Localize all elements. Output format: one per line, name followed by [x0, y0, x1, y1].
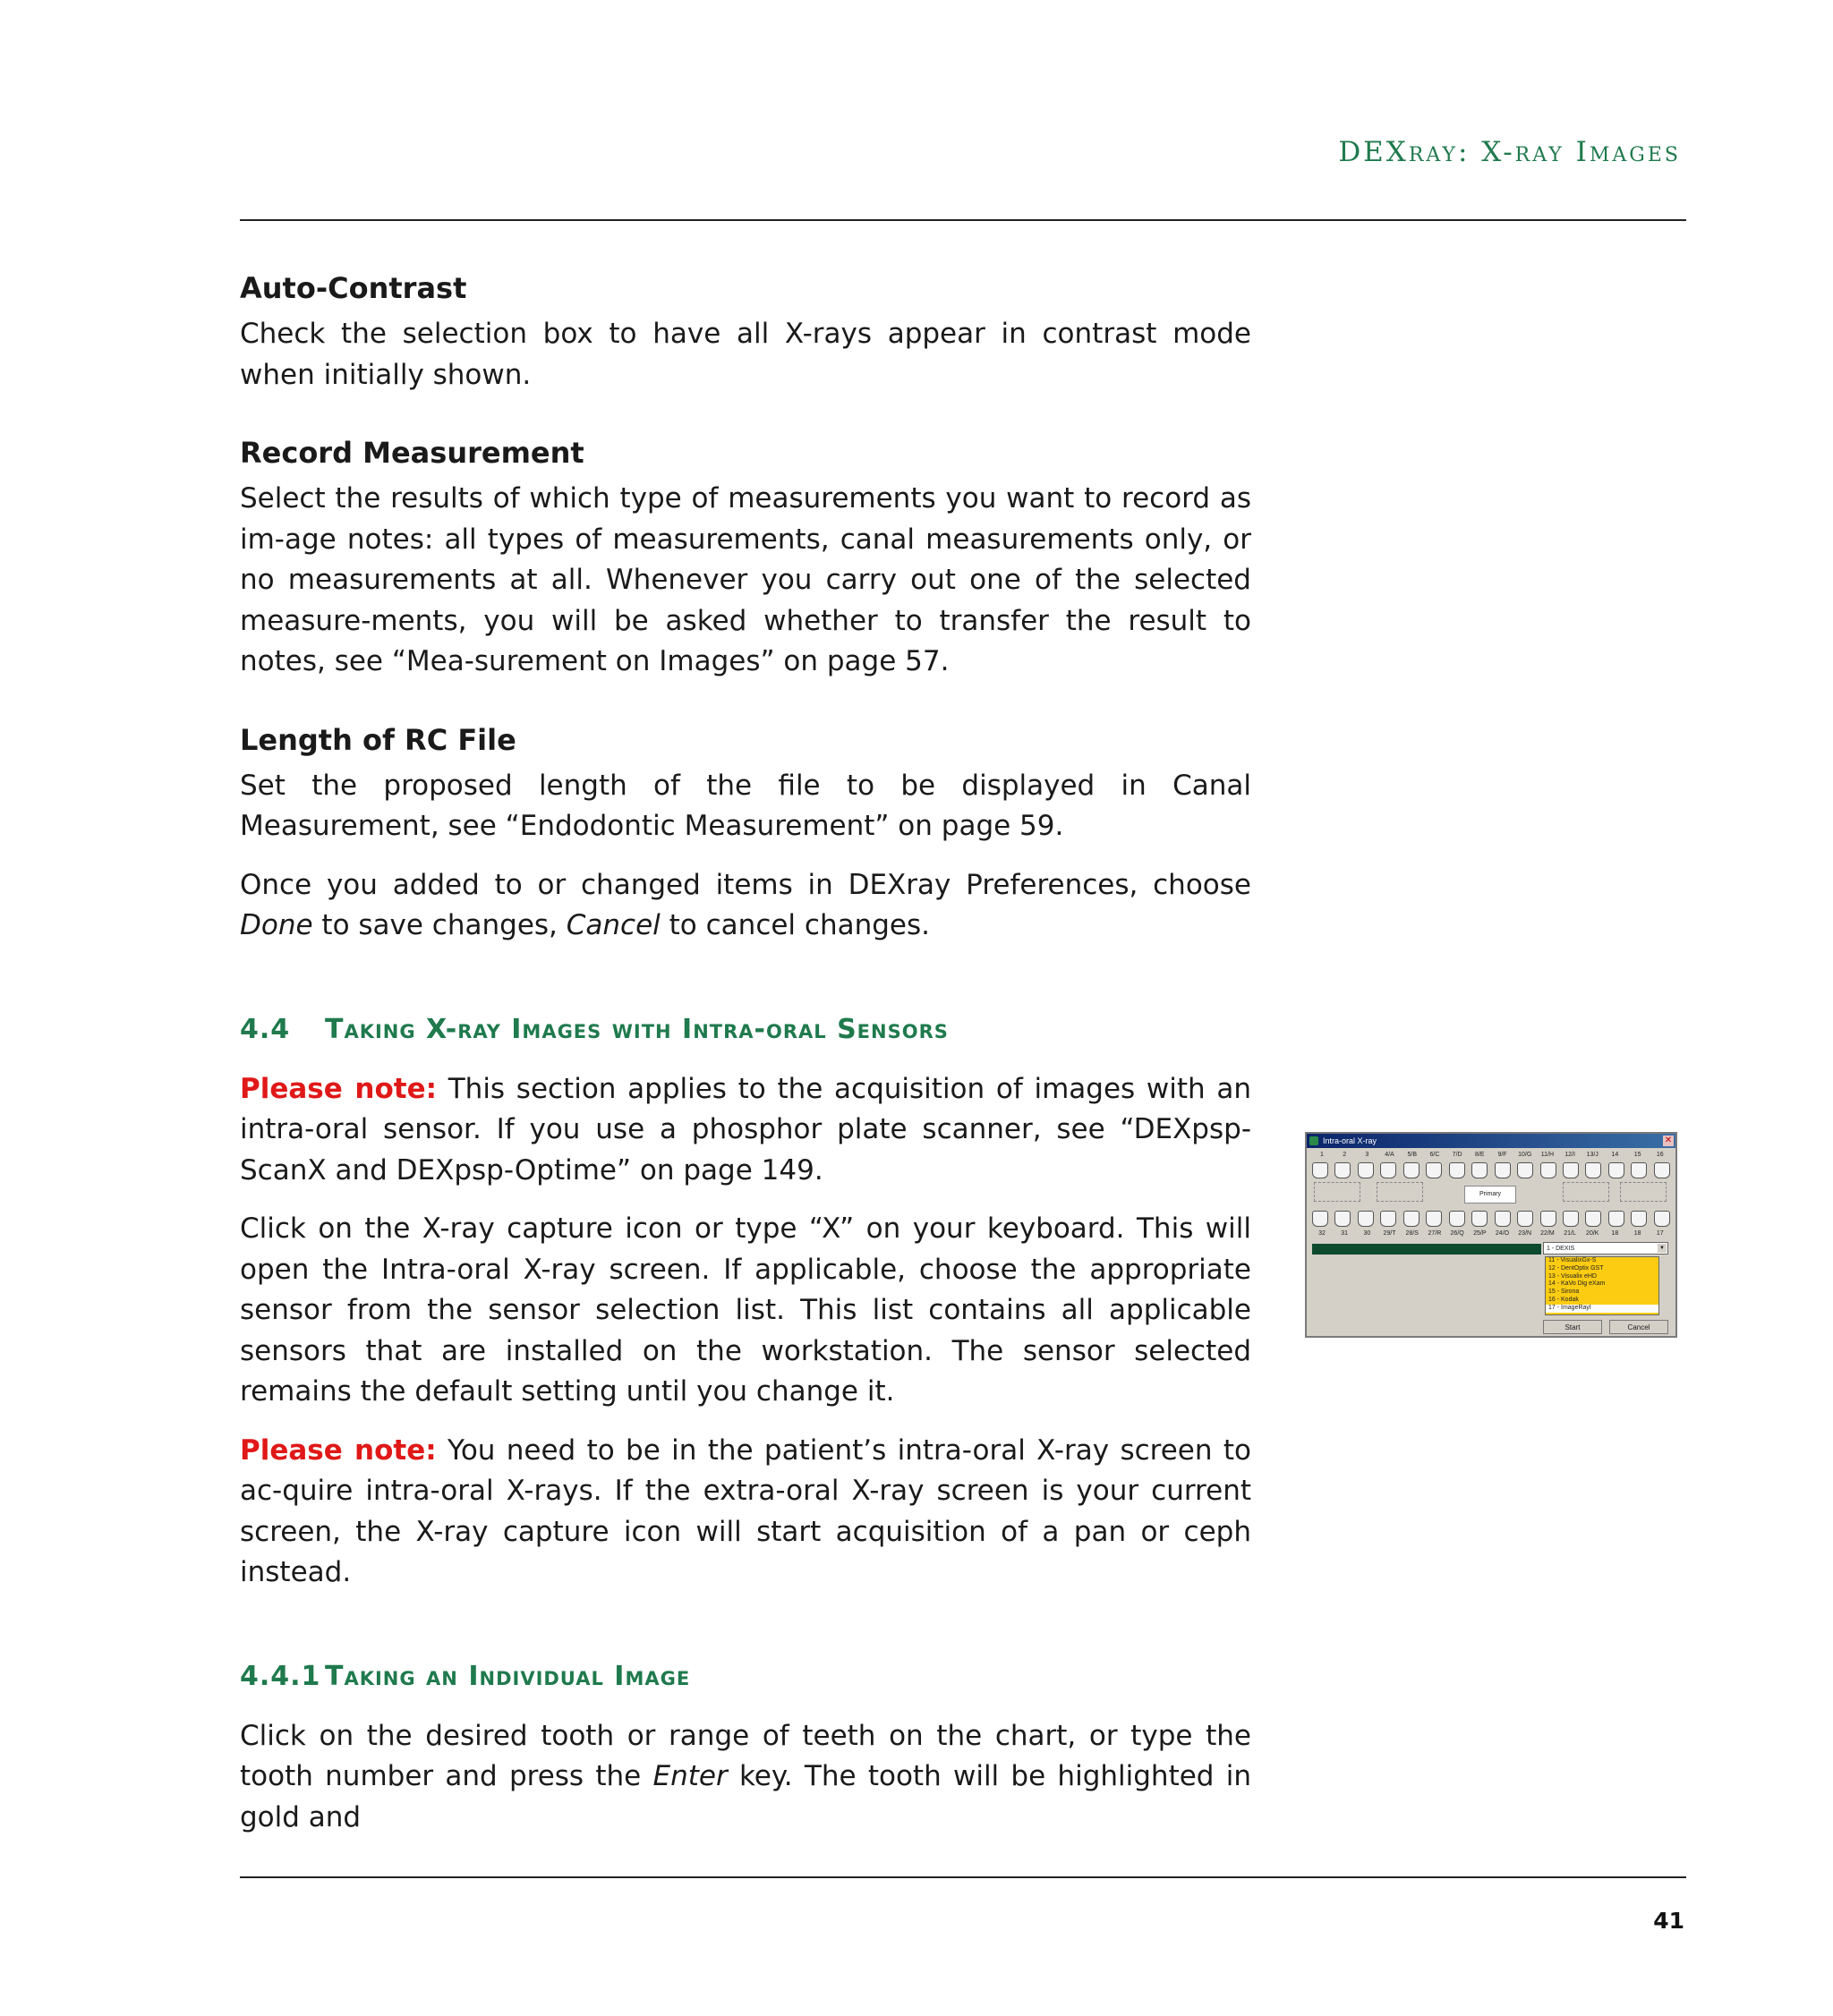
- tooth-number: 18: [1611, 1230, 1619, 1237]
- sensor-option: 13 - Visualix eHD: [1548, 1272, 1597, 1280]
- individual-image-text: Click on the desired tooth or range of teeth on the chart, or type the tooth number and press the Enter key. The tooth will be highlighted in gold and: [240, 1719, 1251, 1833]
- chevron-down-icon: ▼: [1658, 1244, 1667, 1253]
- cancel-button: Cancel: [1609, 1320, 1668, 1334]
- tooth-icon: [1495, 1211, 1511, 1227]
- primary-button: Primary: [1464, 1186, 1516, 1204]
- tooth-icon: [1563, 1162, 1579, 1178]
- sensor-option: 12 - DentOptix GST: [1548, 1264, 1604, 1272]
- tooth-range-outline: [1620, 1182, 1667, 1202]
- sensor-option: 15 - Sirona: [1548, 1289, 1580, 1296]
- tooth-icon: [1631, 1211, 1647, 1227]
- tooth-number: 29/T: [1383, 1230, 1396, 1237]
- tooth-icon: [1495, 1162, 1511, 1178]
- auto-contrast-text: Check the selection box to have all X-rays appear in contrast mode when initially shown.: [240, 318, 1251, 391]
- note-intra-oral-sensor: Please note: This section applies to the acquisition of images with an intra-oral sensor. If you use a phosphor plate scanner, see “DEXpsp-ScanX and DEXpsp-Optime” on page 149.: [240, 1072, 1251, 1187]
- tooth-number: 11/H: [1540, 1152, 1555, 1158]
- record-measurement-text: Select the results of which type of measurements you want to record as im-age notes: all types of measurements, canal measurements only, or no measurements at all. Whenever you carry out one of the selected measure-ments, you will be asked whether to transfer the result to notes, see “Mea-surement on Images” on page 57.: [240, 482, 1251, 677]
- tooth-number: 23/N: [1518, 1230, 1532, 1237]
- tooth-number: 22/M: [1540, 1230, 1555, 1237]
- upper-teeth: [1312, 1162, 1670, 1178]
- tooth-number: 9/F: [1497, 1152, 1507, 1158]
- tooth-icon: [1449, 1162, 1465, 1178]
- tooth-icon: [1471, 1211, 1488, 1227]
- tooth-icon: [1471, 1162, 1488, 1178]
- heading-auto-contrast: Auto-Contrast: [240, 271, 467, 305]
- lower-tooth-labels: [1312, 1230, 1670, 1237]
- tooth-icon: [1585, 1211, 1601, 1227]
- sensor-option: 11 - VisualixGx-S: [1548, 1257, 1597, 1263]
- intra-oral-xray-screenshot: [1305, 1132, 1677, 1338]
- tooth-number: 13/J: [1586, 1152, 1599, 1158]
- preview-bar: [1312, 1244, 1541, 1255]
- running-header: DEXray: X-ray Images: [1338, 136, 1681, 168]
- sensor-option: 16 - Kodak: [1548, 1296, 1579, 1303]
- tooth-icon: [1426, 1162, 1442, 1178]
- tooth-range-outline: [1377, 1182, 1423, 1202]
- page-number: 41: [1653, 1908, 1684, 1934]
- tooth-number: 32: [1318, 1230, 1326, 1237]
- preferences-done-text: Once you added to or changed items in DEXray Preferences, choose Done to save changes, Cancel to cancel changes.: [240, 868, 1251, 941]
- tooth-number: 18: [1633, 1230, 1641, 1237]
- tooth-icon: [1334, 1211, 1351, 1227]
- done-term: Done: [240, 909, 313, 941]
- tooth-number: 3: [1365, 1152, 1369, 1158]
- main-content: [240, 268, 1251, 1838]
- header-rule: [240, 219, 1686, 221]
- note-intra-oral-screen: Please note: You need to be in the patient’s intra-oral X-ray screen to ac-quire intra-oral X-rays. If the extra-oral X-ray screen is your current screen, the X-ray capture icon will start acquisition of a pan or ceph instead.: [240, 1433, 1251, 1588]
- tooth-number: 20/K: [1586, 1230, 1599, 1237]
- tooth-number: 12/I: [1564, 1152, 1575, 1158]
- tooth-number: 8/E: [1475, 1152, 1485, 1158]
- tooth-number: 14: [1611, 1152, 1619, 1158]
- tooth-icon: [1517, 1211, 1533, 1227]
- tooth-number: 5/B: [1407, 1152, 1417, 1158]
- cancel-term: Cancel: [566, 909, 661, 941]
- tooth-icon: [1654, 1162, 1670, 1178]
- sensor-select: 1 - DEXIS ▼: [1543, 1242, 1668, 1255]
- please-note-label: Please note:: [240, 1433, 437, 1467]
- upper-tooth-labels: [1312, 1152, 1670, 1158]
- tooth-number: 17: [1656, 1230, 1664, 1237]
- tooth-number: 27/R: [1428, 1230, 1442, 1237]
- tooth-number: 4/A: [1385, 1152, 1394, 1158]
- tooth-icon: [1449, 1211, 1465, 1227]
- heading-length-rc-file: Length of RC File: [240, 722, 516, 757]
- lower-teeth: [1312, 1211, 1670, 1227]
- tooth-icon: [1517, 1162, 1533, 1178]
- tooth-number: 30: [1363, 1230, 1371, 1237]
- tooth-range-outline: [1314, 1182, 1360, 1202]
- tooth-icon: [1334, 1162, 1351, 1178]
- tooth-icon: [1563, 1211, 1579, 1227]
- sensor-option: 14 - KaVo Dig eXam: [1548, 1280, 1606, 1288]
- tooth-number: 2: [1343, 1152, 1347, 1158]
- tooth-number: 1: [1320, 1152, 1324, 1158]
- tooth-number: 24/O: [1495, 1230, 1510, 1237]
- tooth-number: 28/S: [1405, 1230, 1419, 1237]
- heading-record-measurement: Record Measurement: [240, 436, 584, 470]
- tooth-number: 26/Q: [1450, 1230, 1464, 1237]
- tooth-number: 25/P: [1473, 1230, 1487, 1237]
- tooth-icon: [1358, 1211, 1374, 1227]
- tooth-number: 21/L: [1564, 1230, 1576, 1237]
- tooth-range-outline: [1563, 1182, 1609, 1202]
- close-icon: ✕: [1664, 1136, 1673, 1145]
- heading-section-4-4: 4.4 Taking X-ray Images with Intra-oral Sensors: [240, 1013, 949, 1045]
- tooth-icon: [1608, 1211, 1624, 1227]
- heading-section-4-4-1: 4.4.1 Taking an Individual Image: [240, 1660, 691, 1692]
- tooth-number: 7/D: [1452, 1152, 1462, 1158]
- enter-term: Enter: [652, 1760, 728, 1792]
- tooth-icon: [1358, 1162, 1374, 1178]
- tooth-icon: [1426, 1211, 1442, 1227]
- tooth-icon: [1585, 1162, 1601, 1178]
- start-button: Start: [1543, 1320, 1602, 1334]
- app-icon: [1309, 1136, 1318, 1145]
- tooth-icon: [1380, 1211, 1396, 1227]
- tooth-number: 6/C: [1429, 1152, 1440, 1158]
- tooth-number: 15: [1633, 1152, 1641, 1158]
- footer-rule: [240, 1876, 1686, 1878]
- tooth-icon: [1654, 1211, 1670, 1227]
- tooth-icon: [1403, 1211, 1420, 1227]
- tooth-icon: [1540, 1162, 1556, 1178]
- tooth-icon: [1540, 1211, 1556, 1227]
- tooth-icon: [1608, 1162, 1624, 1178]
- tooth-icon: [1312, 1211, 1328, 1227]
- sensor-list: [1545, 1256, 1659, 1315]
- capture-instructions: Click on the X-ray capture icon or type “X” on your keyboard. This will open the Intra-oral X-ray screen. If applicable, choose the appropriate sensor from the sensor selection list. This list contains all applicable sensors that are installed on the workstation. The sensor selected remains the default setting until you change it.: [240, 1212, 1251, 1408]
- tooth-number: 31: [1341, 1230, 1349, 1237]
- figure-titlebar: Intra-oral X-ray ✕: [1307, 1134, 1675, 1148]
- sensor-option: 17 - ImageRayI: [1546, 1305, 1658, 1313]
- tooth-number: 16: [1656, 1152, 1664, 1158]
- tooth-icon: [1403, 1162, 1420, 1178]
- tooth-number: 10/G: [1518, 1152, 1532, 1158]
- length-rc-file-text: Set the proposed length of the file to be displayed in Canal Measurement, see “Endodontic Measurement” on page 59.: [240, 769, 1251, 842]
- tooth-icon: [1380, 1162, 1396, 1178]
- tooth-icon: [1631, 1162, 1647, 1178]
- tooth-icon: [1312, 1162, 1328, 1178]
- please-note-label: Please note:: [240, 1072, 438, 1105]
